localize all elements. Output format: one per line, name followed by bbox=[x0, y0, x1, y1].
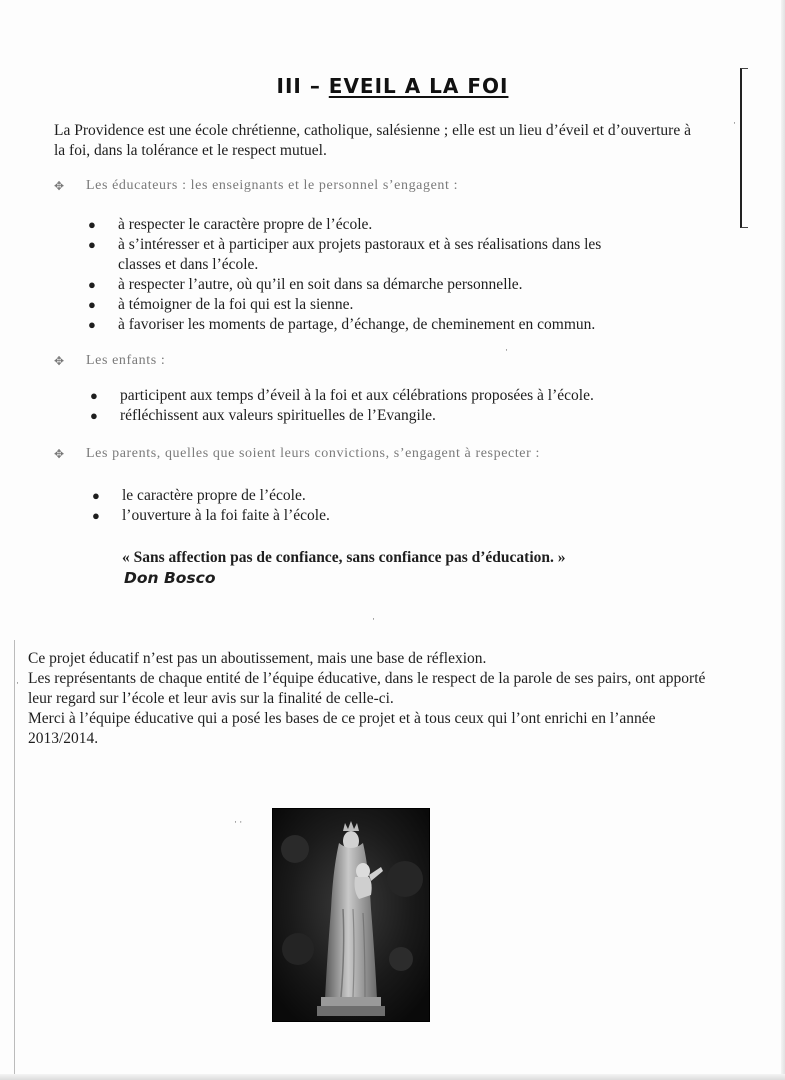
bullet-icon: ● bbox=[88, 217, 96, 232]
list-item-text: à s’intéresser et à participer aux projets pastoraux et à ses réalisations dans les classes et dans l’école. bbox=[118, 236, 602, 273]
quote-author: Don Bosco bbox=[124, 569, 216, 587]
bullet-icon: ● bbox=[92, 488, 100, 503]
list-item bbox=[90, 406, 670, 426]
list-item-text: à favoriser les moments de partage, d’échange, de cheminement en commun. bbox=[118, 316, 596, 333]
list-item-text: le caractère propre de l’école. bbox=[122, 487, 306, 504]
scan-speck: · bbox=[16, 678, 19, 688]
bullet-icon: ● bbox=[90, 408, 98, 423]
title-prefix: III – bbox=[276, 74, 329, 98]
section-heading-text: Les enfants : bbox=[86, 353, 166, 368]
list-item bbox=[88, 295, 648, 315]
scan-edge-left bbox=[14, 640, 15, 1080]
section-heading-educateurs bbox=[54, 178, 458, 194]
list-item bbox=[88, 215, 648, 235]
diamond-dots-icon: ✥ bbox=[54, 178, 65, 193]
scan-edge-right bbox=[781, 0, 785, 1080]
list-item bbox=[88, 275, 648, 295]
scan-speck: · bbox=[505, 345, 508, 355]
list-item-text: à témoigner de la foi qui est la sienne. bbox=[118, 296, 354, 313]
scan-speck: · bbox=[733, 118, 736, 128]
list-item-text: à respecter le caractère propre de l’école. bbox=[118, 216, 373, 233]
statue-photo bbox=[272, 808, 430, 1022]
list-item bbox=[92, 486, 652, 506]
list-item bbox=[88, 315, 648, 335]
diamond-dots-icon: ✥ bbox=[54, 353, 65, 368]
scan-speck: · bbox=[372, 614, 375, 624]
intro-paragraph: La Providence est une école chrétienne, catholique, salésienne ; elle est un lieu d’éveil et d’ouverture à la foi, dans la tolérance et le respect mutuel. bbox=[54, 122, 691, 159]
bullet-icon: ● bbox=[88, 237, 96, 252]
list-item bbox=[92, 506, 652, 526]
closing-line: Merci à l’équipe éducative qui a posé les bases de ce projet et à tous ceux qui l’ont enrichi en l’année 2013/2014. bbox=[28, 710, 656, 747]
section-heading-parents bbox=[54, 446, 540, 462]
closing-paragraph bbox=[28, 649, 728, 749]
bullet-icon: ● bbox=[90, 388, 98, 403]
list-item bbox=[88, 235, 648, 275]
list-item-text: réfléchissent aux valeurs spirituelles de l’Evangile. bbox=[120, 407, 436, 424]
parents-list bbox=[92, 486, 652, 526]
bullet-icon: ● bbox=[88, 317, 96, 332]
diamond-dots-icon: ✥ bbox=[54, 446, 65, 461]
closing-line: Les représentants de chaque entité de l’équipe éducative, dans le respect de la parole de ses pairs, ont apporté leur regard sur l’école et leur avis sur la finalité de celle-ci. bbox=[28, 670, 706, 707]
bullet-icon: ● bbox=[88, 297, 96, 312]
title-main: EVEIL A LA FOI bbox=[328, 74, 509, 98]
quote-text: « Sans affection pas de confiance, sans confiance pas d’éducation. » bbox=[122, 549, 566, 566]
section-heading-text: Les parents, quelles que soient leurs convictions, s’engagent à respecter : bbox=[86, 446, 540, 461]
scan-edge-bottom bbox=[0, 1074, 785, 1080]
closing-line: Ce projet éducatif n’est pas un aboutissement, mais une base de réflexion. bbox=[28, 650, 487, 667]
scan-speck: · · bbox=[234, 817, 243, 827]
enfants-list bbox=[90, 386, 670, 426]
virgin-and-child-statue-image bbox=[273, 809, 429, 1021]
bullet-icon: ● bbox=[92, 508, 100, 523]
list-item-text: l’ouverture à la foi faite à l’école. bbox=[122, 507, 330, 524]
section-heading-enfants bbox=[54, 353, 165, 369]
educateurs-list bbox=[88, 215, 648, 335]
list-item bbox=[90, 386, 670, 406]
list-item-text: participent aux temps d’éveil à la foi et aux célébrations proposées à l’école. bbox=[120, 387, 594, 404]
bullet-icon: ● bbox=[88, 277, 96, 292]
page-title bbox=[0, 74, 785, 98]
section-heading-text: Les éducateurs : les enseignants et le personnel s’engagent : bbox=[86, 178, 459, 193]
list-item-text: à respecter l’autre, où qu’il en soit dans sa démarche personnelle. bbox=[118, 276, 523, 293]
